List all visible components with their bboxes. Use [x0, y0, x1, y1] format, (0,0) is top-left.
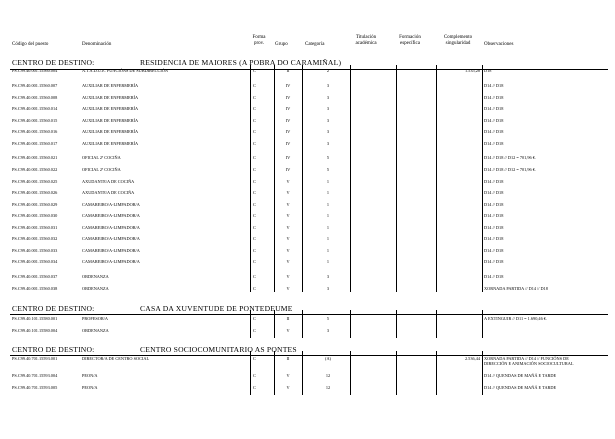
row-code: PS.C99.40.001.15560.016: [12, 129, 58, 134]
section-2-name: CASA DA XUVENTUDE DE PONTEDEUME: [140, 304, 293, 313]
row-code: PS.C99.40.001.15560.032: [12, 236, 58, 241]
row-grupo: II: [286, 68, 290, 73]
row-categoria: 5: [326, 316, 330, 321]
row-categoria: 12: [325, 385, 331, 390]
row-forma: C: [253, 178, 256, 184]
table-row: [0, 236, 615, 244]
row-grupo: IV: [285, 106, 291, 111]
row-categoria: 3: [326, 94, 330, 100]
row-forma: C: [253, 155, 256, 160]
table-row: [0, 328, 615, 336]
table-row: [0, 141, 615, 149]
row-grupo: V: [286, 247, 290, 253]
row-denominacion: CAMAREIRO/A-LIMPADOR/A: [82, 259, 140, 264]
header-categoria: Categoría: [305, 42, 325, 47]
header-denominacion: Denominación: [82, 42, 112, 47]
row-code: PS.C99.40.101.15580.004: [12, 327, 58, 333]
row-forma: C: [253, 129, 256, 134]
row-grupo: IV: [285, 117, 291, 123]
table-row: [0, 356, 615, 367]
section-3-label: CENTRO DE DESTINO:: [12, 345, 95, 354]
row-observaciones: D14 // QUENDAS DE MAÑÁ E TARDE: [484, 385, 557, 390]
row-categoria: 1: [326, 247, 330, 253]
row-categoria: 5: [326, 167, 330, 172]
row-denominacion: CAMAREIRO/A-LIMPADOR/A: [82, 201, 140, 207]
header-formacion-line1: Formación: [399, 35, 421, 40]
row-categoria: 1: [326, 213, 330, 218]
row-categoria: 3: [326, 106, 330, 111]
row-denominacion: PEON/A: [82, 373, 98, 378]
table-row: [0, 68, 615, 76]
table-row: [0, 167, 615, 175]
row-forma: C: [253, 213, 256, 218]
section-2-rule: [10, 314, 608, 315]
row-grupo: V: [286, 236, 290, 241]
row-grupo: V: [286, 213, 290, 218]
header-titulacion: [346, 35, 386, 46]
row-grupo: V: [286, 385, 290, 390]
row-forma: C: [253, 236, 256, 241]
table-row: [0, 95, 615, 103]
row-categoria: 1: [326, 236, 330, 241]
row-observaciones: D14 // D18: [484, 94, 504, 100]
row-observaciones: D14 // D18: [484, 236, 504, 241]
header-codigo: Código del puesto: [12, 42, 49, 47]
row-code: PS.C99.40.001.15560.025: [12, 178, 58, 184]
row-forma: C: [253, 385, 256, 390]
table-row: [0, 373, 615, 381]
row-categoria: 1: [326, 259, 330, 264]
row-code: PS.C99.40.701.15593.005: [12, 385, 58, 390]
row-denominacion: DIRECTOR/A DE CENTRO SOCIAL: [82, 356, 150, 361]
row-code: PS.C99.40.001.15560.007: [12, 83, 58, 88]
row-observaciones: D14 // D18: [484, 117, 504, 123]
table-row: [0, 179, 615, 187]
row-grupo: II: [286, 356, 290, 361]
row-grupo: V: [286, 259, 290, 264]
row-denominacion: AUXILIAR DE ENFERMERÍA: [82, 140, 139, 146]
row-observaciones: D14 // D18: [484, 106, 504, 111]
row-denominacion: PEON/A: [82, 385, 98, 390]
row-denominacion: A.T.A.D.U.E. FUNCIÓNS DE SUBDIRECCIÓN: [82, 68, 168, 73]
row-grupo: IV: [285, 83, 291, 88]
row-grupo: V: [286, 373, 290, 378]
table-row: [0, 286, 615, 294]
row-grupo: V: [286, 178, 290, 184]
row-denominacion: AUXILIAR DE ENFERMERÍA: [82, 117, 139, 123]
row-grupo: V: [286, 327, 290, 333]
row-forma: C: [253, 201, 256, 207]
row-forma: C: [253, 259, 256, 264]
row-observaciones: D14 // D18: [484, 201, 504, 207]
header-formacion-line2: específica: [400, 40, 420, 46]
row-denominacion: AUXILIAR DE ENFERMERÍA: [82, 106, 139, 111]
row-grupo: V: [286, 274, 290, 279]
row-denominacion: CAMAREIRO/A-LIMPADOR/A: [82, 224, 140, 230]
row-grupo: IV: [285, 140, 291, 146]
row-observaciones: D14 // D18 // D12 = 701,96 €.: [484, 167, 536, 172]
section-1-label: CENTRO DE DESTINO:: [12, 58, 95, 67]
table-row: [0, 274, 615, 282]
row-grupo: IV: [285, 94, 291, 100]
row-forma: C: [253, 316, 256, 321]
section-1-name: RESIDENCIA DE MAIORES (A POBRA DO CARAMIÑAL): [140, 58, 342, 67]
row-code: PS.C99.40.001.15560.021: [12, 155, 58, 160]
row-denominacion: CAMAREIRO/A-LIMPADOR/A: [82, 247, 140, 253]
row-grupo: V: [286, 190, 290, 195]
row-code: PS.C99.40.001.15560.030: [12, 213, 58, 218]
row-forma: C: [253, 356, 256, 361]
row-code: PS.C99.40.001.15560.008: [12, 94, 58, 100]
row-forma: C: [253, 286, 256, 291]
row-code: PS.C99.40.001.15560.022: [12, 167, 58, 172]
table-row: [0, 385, 615, 393]
row-categoria: 12: [325, 373, 331, 378]
row-denominacion: PROFESOR/A: [82, 316, 109, 321]
row-forma: C: [253, 190, 256, 195]
row-denominacion: AUXILIAR DE ENFERMERÍA: [82, 94, 139, 100]
row-forma: C: [253, 274, 256, 279]
row-observaciones: D14 // D18: [484, 140, 504, 146]
row-observaciones-line1: XORNADA PARTIDA // D14 // FUNCIÓNS DE: [484, 356, 569, 361]
row-categoria: 3: [326, 117, 330, 123]
row-denominacion: CAMAREIRO/A-LIMPADOR/A: [82, 236, 140, 241]
row-forma: C: [253, 106, 256, 111]
table-row: [0, 213, 615, 221]
row-code: PS.C99.40.001.15560.015: [12, 117, 58, 123]
row-denominacion: AUXILIAR DE ENFERMERÍA: [82, 129, 139, 134]
table-row: [0, 316, 615, 324]
row-observaciones: D14 // D18: [484, 224, 504, 230]
header-forma-line2: prov.: [253, 40, 265, 46]
row-code: PS.C99.40.101.15580.001: [12, 316, 58, 321]
table-row: [0, 106, 615, 114]
row-categoria: 3: [326, 327, 330, 333]
row-code: PS.C99.40.701.15593.001: [12, 356, 58, 361]
row-grupo: V: [286, 224, 290, 230]
row-forma: C: [253, 117, 256, 123]
header-observaciones: Observaciones: [484, 42, 514, 47]
row-categoria: 3: [326, 140, 330, 146]
row-categoria: 1: [326, 201, 330, 207]
row-code: PS.C99.40.001.15560.033: [12, 247, 58, 253]
row-denominacion: AUXILIAR DE ENFERMERÍA: [82, 83, 139, 88]
header-titulacion-line1: Titulación: [355, 35, 377, 40]
row-forma: C: [253, 68, 256, 73]
row-grupo: IV: [285, 167, 291, 172]
row-observaciones: D14 // D18: [484, 83, 504, 88]
row-observaciones: D14 // D18: [484, 190, 504, 195]
row-denominacion: OFICIAL 2ª COCIÑA: [82, 155, 121, 160]
table-row: [0, 83, 615, 91]
row-observaciones: D14 // D18: [484, 274, 504, 279]
row-observaciones: D14 // D18: [484, 247, 504, 253]
row-code: PS.C99.40.001.15560.004: [12, 68, 58, 73]
row-grupo: IV: [285, 129, 291, 134]
row-code: PS.C99.40.001.15560.038: [12, 286, 58, 291]
row-complemento: 1.535,28: [464, 68, 480, 73]
row-grupo: II: [286, 316, 290, 321]
header-titulacion-line2: académica: [355, 40, 377, 46]
row-observaciones: [484, 356, 573, 366]
header-complemento-line1: Complemento: [443, 35, 473, 40]
row-categoria: 1: [326, 190, 330, 195]
row-categoria: 3: [326, 129, 330, 134]
row-categoria: 1: [326, 178, 330, 184]
row-code: PS.C99.40.001.15560.037: [12, 274, 58, 279]
table-row: [0, 259, 615, 267]
row-observaciones: D14 // QUENDAS DE MAÑÁ E TARDE: [484, 373, 557, 378]
section-3-name: CENTRO SOCIOCOMUNITARIO AS PONTES: [140, 345, 297, 354]
header-grupo: Grupo: [275, 42, 288, 47]
row-categoria: 3: [326, 83, 330, 88]
row-categoria: 5: [326, 155, 330, 160]
row-denominacion: OFICIAL 2ª COCIÑA: [82, 167, 121, 172]
row-observaciones: XORNADA PARTIDA // D14 // D18: [484, 286, 548, 291]
row-code: PS.C99.40.001.15560.014: [12, 106, 58, 111]
row-categoria: 3: [326, 286, 330, 291]
row-grupo: V: [286, 201, 290, 207]
row-observaciones: A EXTINGUIR // D11 = 1.690,46 €.: [484, 316, 548, 321]
row-forma: C: [253, 327, 256, 333]
table-row: [0, 129, 615, 137]
header-complemento: [436, 35, 480, 46]
row-denominacion: ORDENANZA: [82, 286, 109, 291]
row-categoria: 1: [326, 224, 330, 230]
row-denominacion: AXUDANTE/A DE COCIÑA: [82, 190, 135, 195]
row-complemento: 2.536,44: [464, 356, 480, 361]
header-formacion: [391, 35, 429, 46]
row-denominacion: ORDENANZA: [82, 327, 109, 333]
row-forma: C: [253, 373, 256, 378]
row-code: PS.C99.40.001.15560.017: [12, 140, 58, 146]
row-observaciones: D14 // D18: [484, 213, 504, 218]
row-observaciones: D14 // D18: [484, 259, 504, 264]
row-forma: C: [253, 140, 256, 146]
row-code: PS.C99.40.001.15560.034: [12, 259, 58, 264]
table-row: [0, 118, 615, 126]
row-categoria: (A): [325, 356, 331, 361]
row-observaciones: D14 // D18: [484, 178, 504, 184]
row-forma: C: [253, 167, 256, 172]
row-forma: C: [253, 94, 256, 100]
row-observaciones: D18: [484, 68, 492, 73]
row-forma: C: [253, 224, 256, 230]
row-code: PS.C99.40.001.15560.031: [12, 224, 58, 230]
table-row: [0, 190, 615, 198]
row-denominacion: CAMAREIRO/A-LIMPADOR/A: [82, 213, 140, 218]
row-categoria: 3: [326, 274, 330, 279]
row-denominacion: AXUDANTE/A DE COCIÑA: [82, 178, 135, 184]
row-code: PS.C99.40.001.15560.029: [12, 201, 58, 207]
row-code: PS.C99.40.701.15593.004: [12, 373, 58, 378]
row-grupo: V: [286, 286, 290, 291]
row-forma: C: [253, 83, 256, 88]
row-observaciones-line2: DIRECCIÓN E ANIMACIÓN SOCIOCULTURAL: [484, 361, 574, 367]
row-denominacion: ORDENANZA: [82, 274, 109, 279]
row-categoria: 2: [326, 68, 330, 73]
table-row: [0, 225, 615, 233]
row-grupo: IV: [285, 155, 291, 160]
table-row: [0, 155, 615, 163]
row-observaciones: D14 // D18: [484, 129, 504, 134]
table-row: [0, 248, 615, 256]
header-forma-line1: Forma: [252, 35, 266, 40]
row-forma: C: [253, 247, 256, 253]
header-forma-prov: [250, 35, 268, 46]
row-code: PS.C99.40.001.15560.026: [12, 190, 58, 195]
table-row: [0, 202, 615, 210]
section-2-label: CENTRO DE DESTINO:: [12, 304, 95, 313]
header-complemento-line2: singularidad: [445, 40, 471, 46]
row-observaciones: D14 // D18 // D12 = 701,96 €.: [484, 155, 536, 160]
